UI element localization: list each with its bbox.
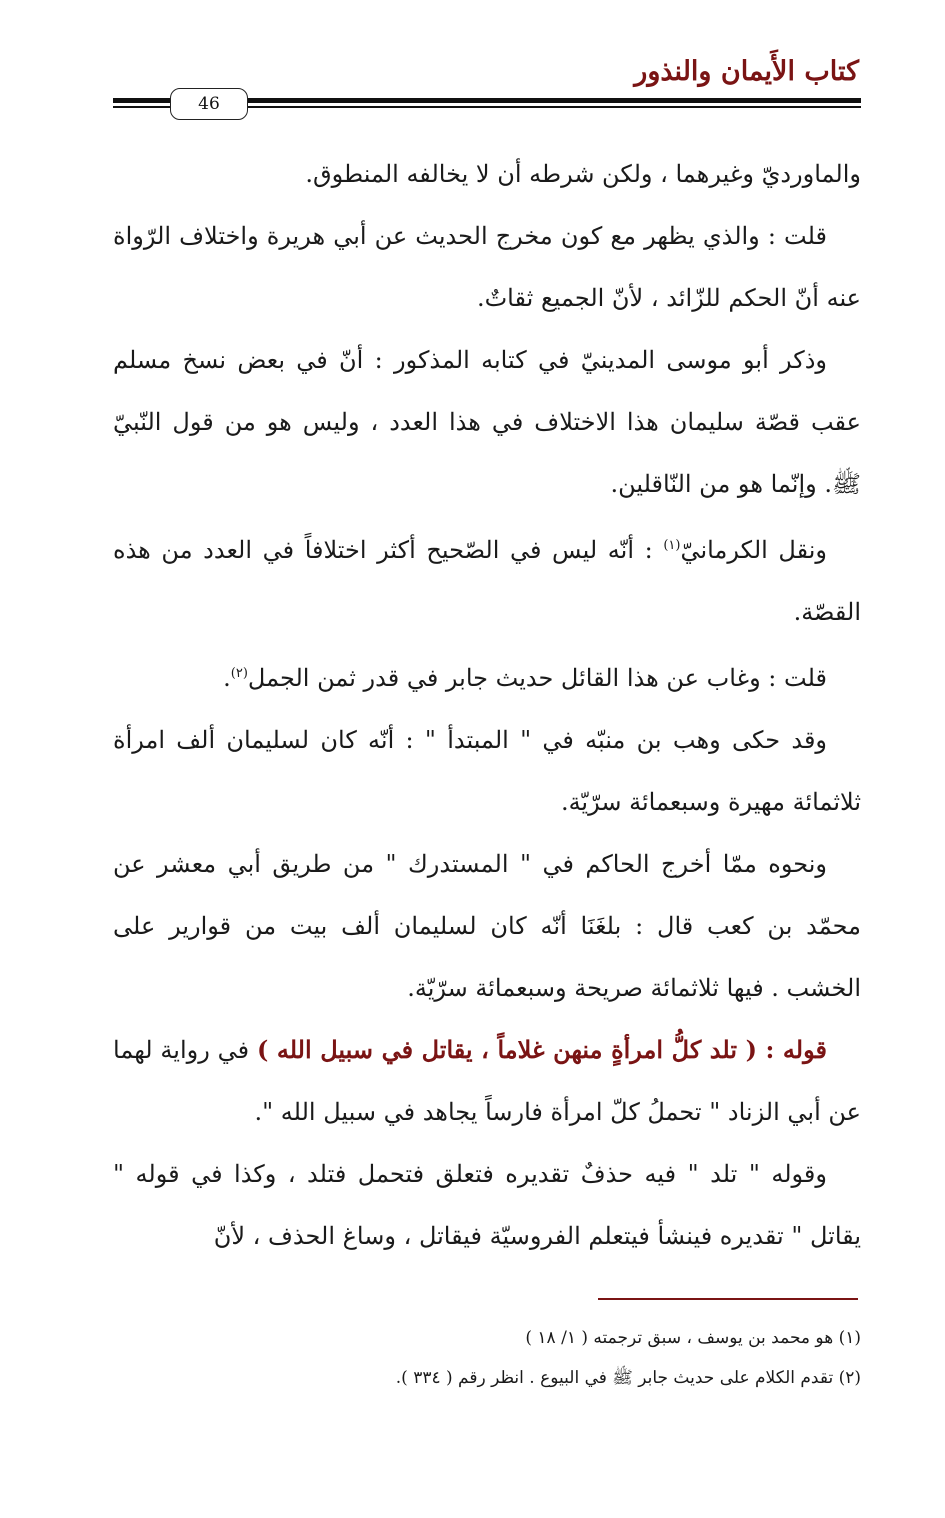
footnotes xyxy=(113,1318,861,1398)
footnote-1: (١) هو محمد بن يوسف ، سبق ترجمته ( ١/ ١٨ ) xyxy=(525,1328,861,1348)
main-text xyxy=(113,143,861,1267)
paragraph-1: والماورديّ وغيرهما ، ولكن شرطه أن لا يخالفه المنطوق. xyxy=(305,160,861,188)
paragraph-3: وذكر أبو موسى المدينيّ في كتابه المذكور : أنّ في بعض نسخ مسلم عقب قصّة سليمان هذا الاختلاف في هذا العدد ، وليس هو من قول النّبيّ ﷺ. وإنّما هو من النّاقلين. xyxy=(113,346,861,498)
paragraph-5 xyxy=(113,643,861,709)
paragraph-8-text: في رواية لهما عن أبي الزناد " تحملُ كلّ امرأة فارساً يجاهد في سبيل الله ". xyxy=(113,1036,861,1126)
paragraph-9: وقوله " تلد " فيه حذفٌ تقديره فتعلق فتحمل فتلد ، وكذا في قوله " يقاتل " تقديره فينشأ فيتعلم الفروسيّة فيقاتل ، وساغ الحذف ، لأنّ xyxy=(113,1160,861,1250)
paragraph-4 xyxy=(113,515,861,643)
paragraph-7: ونحوه ممّا أخرج الحاكم في " المستدرك " من طريق أبي معشر عن محمّد بن كعب قال : بلغَنَا أنّه كان لسليمان ألف بيت من قوارير على الخشب . فيها ثلاثمائة صريحة وسبعمائة سرّيّة. xyxy=(113,850,861,1002)
paragraph-5-text-a: قلت : وغاب عن هذا القائل حديث جابر في قدر ثمن الجمل xyxy=(247,664,827,692)
footnote-separator xyxy=(598,1298,858,1300)
header-rule xyxy=(113,88,861,118)
paragraph-4-text-b: : أنّه ليس في الصّحيح أكثر اختلافاً في العدد من هذه القصّة. xyxy=(113,536,861,626)
hadith-quote: قوله : ( تلد كلُّ امرأةٍ منهن غلاماً ، يقاتل في سبيل الله ) xyxy=(256,1035,827,1064)
page-title: كتاب الأَيمان والنذور xyxy=(634,56,859,87)
paragraph-4-text-a: ونقل الكرمانيّ xyxy=(680,536,827,564)
footnote-ref-2: (٢) xyxy=(230,666,248,681)
paragraph-6: وقد حكى وهب بن منبّه في " المبتدأ " : أنّه كان لسليمان ألف امرأة ثلاثمائة مهيرة وسبعمائة سرّيّة. xyxy=(113,726,861,816)
footnote-2: (٢) تقدم الكلام على حديث جابر ﷺ في البيوع . انظر رقم ( ٣٣٤ ). xyxy=(395,1368,861,1388)
footnote-ref-1: (١) xyxy=(663,538,681,553)
paragraph-2: قلت : والذي يظهر مع كون مخرج الحديث عن أبي هريرة واختلاف الرّواة عنه أنّ الحكم للزّائد ، لأنّ الجميع ثقاتٌ. xyxy=(113,222,861,312)
page-number: 46 xyxy=(170,88,248,120)
paragraph-8 xyxy=(113,1019,861,1143)
paragraph-5-text-b: . xyxy=(223,664,231,692)
